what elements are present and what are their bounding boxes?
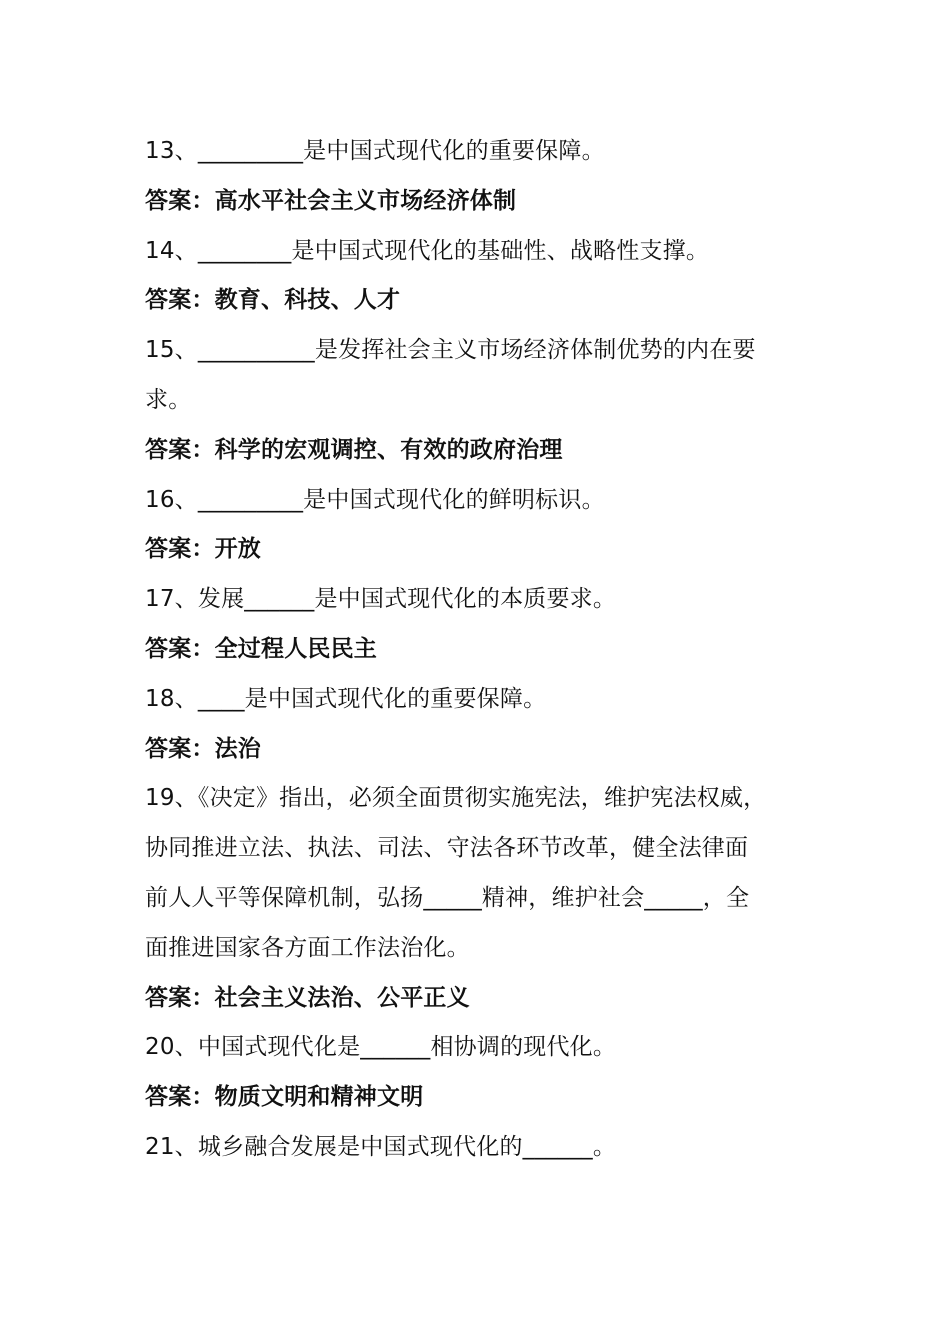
question-21: 21、城乡融合发展是中国式现代化的______。 (145, 1133, 617, 1160)
answer-19: 答案：社会主义法治、公平正义 (145, 984, 470, 1011)
answer-20: 答案：物质文明和精神文明 (145, 1084, 424, 1111)
question-20: 20、中国式现代化是______相协调的现代化。 (145, 1034, 617, 1061)
answer-18: 答案：法治 (145, 735, 261, 762)
question-18: 18、____是中国式现代化的重要保障。 (145, 685, 547, 712)
question-15-line-1: 15、__________是发挥社会主义市场经济体制优势的内在要 (145, 337, 756, 364)
question-17: 17、发展______是中国式现代化的本质要求。 (145, 586, 617, 613)
question-19-line-4: 面推进国家各方面工作法治化。 (145, 934, 470, 961)
question-19-line-3: 前人人平等保障机制，弘扬_____精神，维护社会_____，全 (145, 884, 750, 911)
answer-14: 答案：教育、科技、人才 (145, 287, 401, 314)
answer-17: 答案：全过程人民民主 (145, 635, 377, 662)
answer-13: 答案：高水平社会主义市场经济体制 (145, 187, 517, 214)
question-19-line-2: 协同推进立法、执法、司法、守法各环节改革，健全法律面 (145, 835, 749, 862)
question-13: 13、_________是中国式现代化的重要保障。 (145, 138, 605, 164)
question-14: 14、________是中国式现代化的基础性、战略性支撑。 (145, 237, 710, 264)
answer-15: 答案：科学的宏观调控、有效的政府治理 (145, 436, 563, 463)
question-19-line-1: 19、《决定》指出，必须全面贯彻实施宪法，维护宪法权威， (145, 785, 767, 812)
document-page (145, 127, 825, 1173)
question-16: 16、_________是中国式现代化的鲜明标识。 (145, 486, 605, 513)
answer-16: 答案：开放 (145, 536, 261, 563)
question-15-line-2: 求。 (145, 386, 192, 413)
